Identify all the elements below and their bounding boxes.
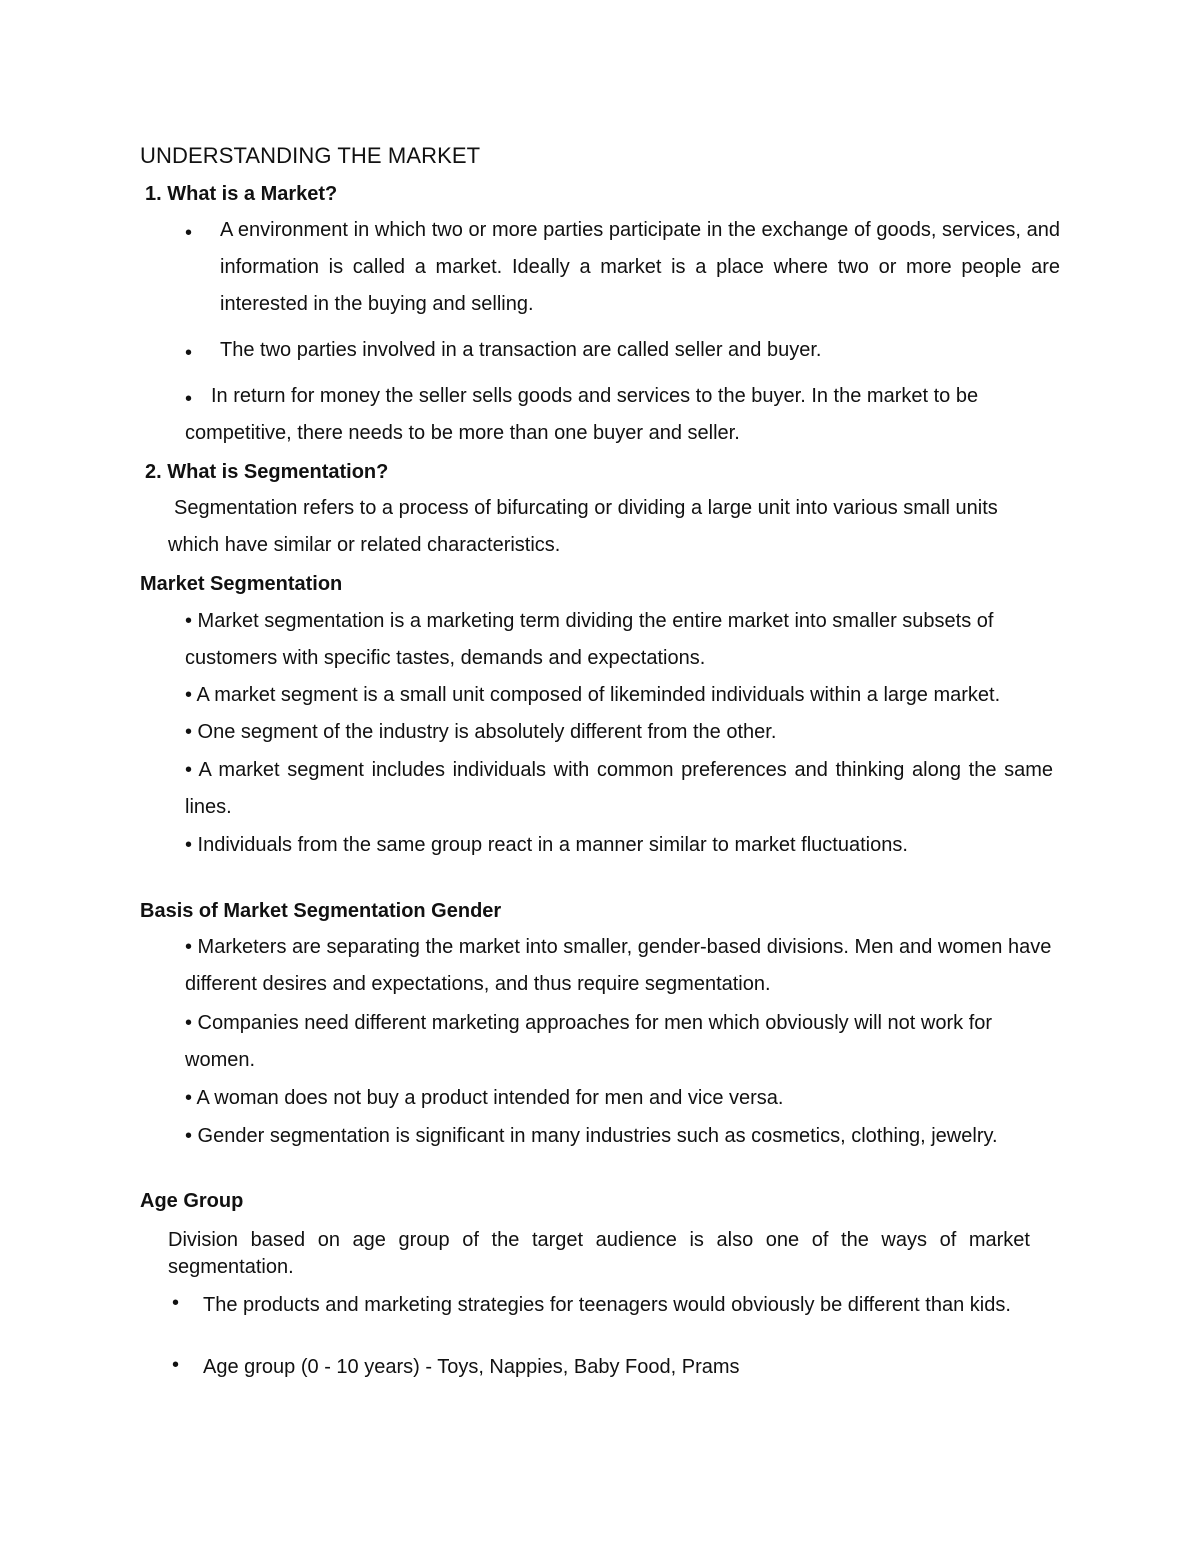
list-item: Age group (0 - 10 years) - Toys, Nappies, Baby Food, Prams [203,1356,740,1378]
list-item: • Marketers are separating the market into smaller, gender-based divisions. Men and women have different desires and expectations, and thus require segmentation. [185,936,1052,995]
list-item: • One segment of the industry is absolutely different from the other. [185,721,777,743]
section-heading-age-group: Age Group [140,1190,244,1212]
section-heading-gender: Basis of Market Segmentation Gender [140,900,502,922]
list-item: A environment in which two or more parties participate in the exchange of goods, services, and information is called a market. Ideally a market is a place where two or more people are interested in the buying and selling. [220,219,1060,315]
list-item: • Gender segmentation is significant in many industries such as cosmetics, clothing, jewelry. [185,1125,998,1147]
bullet-glyph: • [185,342,193,364]
list-item: • Companies need different marketing approaches for men which obviously will not work for women. [185,1012,993,1071]
bullet-glyph: • [172,1354,180,1376]
bullet-glyph: • [185,222,193,244]
section-heading-what-is-market: 1. What is a Market? [145,183,338,205]
list-item: The products and marketing strategies for teenagers would obviously be different than kids. [203,1294,1011,1316]
list-item: In return for money the seller sells goods and services to the buyer. In the market to be competitive, there needs to be more than one buyer and seller. [185,385,979,444]
bullet-glyph: • [172,1292,180,1314]
list-item: • A market segment is a small unit composed of likeminded individuals within a large market. [185,684,1001,706]
list-item: • Market segmentation is a marketing term dividing the entire market into smaller subsets of customers with specific tastes, demands and expectations. [185,610,994,669]
list-item: • Individuals from the same group react in a manner similar to market fluctuations. [185,834,908,856]
paragraph: Segmentation refers to a process of bifurcating or dividing a large unit into various small units which have similar or related characteristics. [168,497,998,556]
list-item: • A woman does not buy a product intended for men and vice versa. [185,1087,784,1109]
list-item: The two parties involved in a transaction are called seller and buyer. [220,339,822,361]
document-title: UNDERSTANDING THE MARKET [140,143,481,168]
paragraph: Division based on age group of the target audience is also one of the ways of market segmentation. [168,1229,1030,1278]
section-heading-what-is-segmentation: 2. What is Segmentation? [145,461,389,483]
section-heading-market-segmentation: Market Segmentation [140,573,343,595]
list-item: • A market segment includes individuals with common preferences and thinking along the same lines. [185,759,1053,818]
bullet-glyph: • [185,388,193,410]
